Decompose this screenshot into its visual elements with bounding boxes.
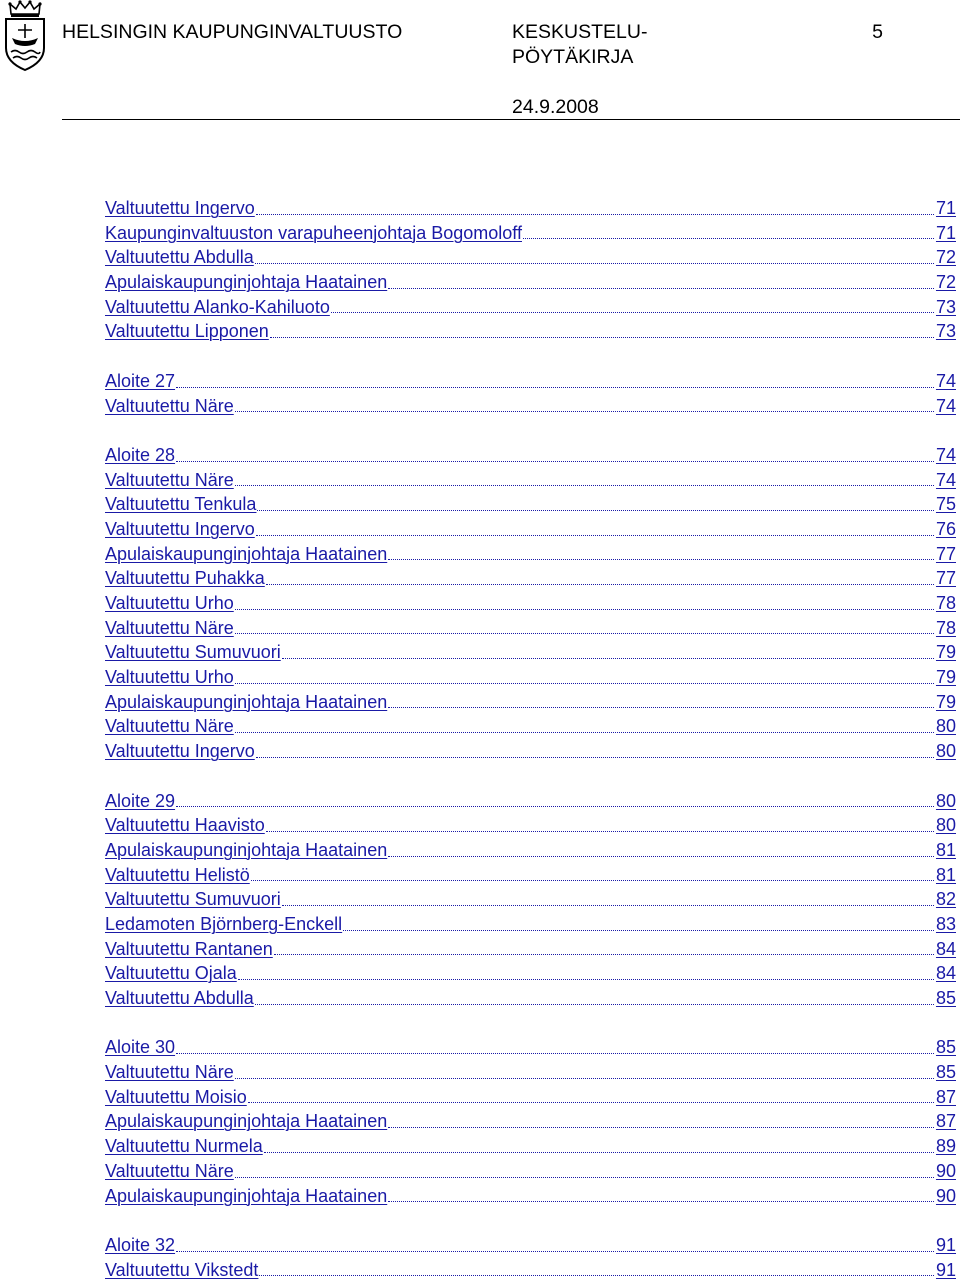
toc-dot-leader xyxy=(266,831,934,832)
toc-entry-page: 78 xyxy=(935,617,956,638)
toc-entry-label: Valtuutettu Näre xyxy=(105,617,234,638)
header-divider xyxy=(62,119,960,120)
toc-entry-page: 74 xyxy=(935,444,956,465)
toc-entry-page: 77 xyxy=(935,568,956,589)
toc-entry-label: Apulaiskaupunginjohtaja Haatainen xyxy=(105,839,388,860)
toc-dot-leader xyxy=(331,312,934,313)
toc-entry[interactable] xyxy=(105,369,956,394)
toc-entry-page: 78 xyxy=(935,593,956,613)
toc-entry-page: 87 xyxy=(935,1086,956,1107)
toc-entry[interactable] xyxy=(105,591,956,616)
toc-entry[interactable] xyxy=(105,813,956,838)
toc-entry-label: Valtuutettu Ojala xyxy=(105,963,237,984)
toc-entry-label: Valtuutettu Näre xyxy=(105,395,234,416)
toc-entry[interactable] xyxy=(105,443,956,468)
toc-entry-label: Valtuutettu Alanko-Kahiluoto xyxy=(105,296,330,317)
page-number: 5 xyxy=(872,21,883,43)
toc-entry-page: 87 xyxy=(935,1111,956,1132)
toc-entry-label: Aloite 27 xyxy=(105,370,176,391)
toc-dot-leader xyxy=(388,707,934,708)
toc-entry-label: Valtuutettu Sumuvuori xyxy=(105,642,281,663)
toc-entry[interactable] xyxy=(105,1233,956,1258)
toc-entry-page: 73 xyxy=(935,321,956,342)
toc-entry[interactable] xyxy=(105,665,956,690)
toc-entry-page: 81 xyxy=(935,864,956,885)
toc-dot-leader xyxy=(256,535,934,536)
toc-entry[interactable] xyxy=(105,1134,956,1159)
organization-name: HELSINGIN KAUPUNGINVALTUUSTO xyxy=(62,21,403,43)
toc-entry-page: 75 xyxy=(935,494,956,515)
toc-entry-page: 91 xyxy=(935,1259,956,1280)
toc-dot-leader xyxy=(235,609,934,610)
toc-entry[interactable] xyxy=(105,961,956,986)
toc-entry-page: 89 xyxy=(935,1136,956,1157)
toc-dot-leader xyxy=(251,880,934,881)
toc-entry-label: Valtuutettu Haavisto xyxy=(105,815,265,836)
toc-dot-leader xyxy=(235,411,934,412)
toc-entry-label: Apulaiskaupunginjohtaja Haatainen xyxy=(105,691,388,712)
toc-dot-leader xyxy=(388,856,934,857)
toc-entry[interactable] xyxy=(105,789,956,814)
toc-dot-leader xyxy=(388,1127,934,1128)
toc-entry[interactable] xyxy=(105,196,956,221)
toc-entry-page: 80 xyxy=(935,716,956,737)
toc-entry[interactable] xyxy=(105,319,956,344)
toc-dot-leader xyxy=(274,954,934,955)
toc-entry[interactable] xyxy=(105,690,956,715)
toc-entry[interactable] xyxy=(105,221,956,246)
toc-dot-leader xyxy=(235,732,934,733)
toc-dot-leader xyxy=(270,337,934,338)
toc-entry-page: 74 xyxy=(935,395,956,416)
toc-dot-leader xyxy=(238,979,934,980)
toc-entry[interactable] xyxy=(105,887,956,912)
toc-entry-page: 82 xyxy=(935,889,956,910)
toc-entry-page: 79 xyxy=(935,667,956,688)
toc-entry[interactable] xyxy=(105,517,956,542)
toc-dot-leader xyxy=(176,1053,934,1054)
toc-entry[interactable] xyxy=(105,245,956,270)
toc-dot-leader xyxy=(176,1251,934,1252)
toc-entry-page: 90 xyxy=(935,1185,956,1206)
toc-dot-leader xyxy=(264,1152,934,1153)
toc-entry[interactable] xyxy=(105,542,956,567)
toc-dot-leader xyxy=(388,1201,934,1202)
toc-entry-page: 80 xyxy=(935,790,956,811)
table-of-contents xyxy=(105,196,956,1282)
toc-entry-page: 72 xyxy=(935,272,956,293)
toc-entry[interactable] xyxy=(105,468,956,493)
document-type xyxy=(512,20,647,69)
toc-entry-page: 74 xyxy=(935,469,956,490)
toc-dot-leader xyxy=(235,1177,934,1178)
toc-entry-label: Kaupunginvaltuuston varapuheenjohtaja Bogomoloff xyxy=(105,222,522,243)
toc-entry-page: 81 xyxy=(935,839,956,860)
document-date: 24.9.2008 xyxy=(512,96,599,118)
toc-entry-label: Aloite 30 xyxy=(105,1037,176,1058)
toc-entry-page: 77 xyxy=(935,543,956,564)
toc-entry-label: Valtuutettu Nurmela xyxy=(105,1136,263,1157)
toc-entry-label: Aloite 32 xyxy=(105,1234,176,1255)
toc-entry-label: Apulaiskaupunginjohtaja Haatainen xyxy=(105,1111,388,1132)
toc-entry[interactable] xyxy=(105,492,956,517)
toc-dot-leader xyxy=(282,905,934,906)
toc-dot-leader xyxy=(266,584,934,585)
toc-entry-label: Valtuutettu Puhakka xyxy=(105,568,265,589)
toc-entry[interactable] xyxy=(105,394,956,419)
toc-entry[interactable] xyxy=(105,937,956,962)
toc-dot-leader xyxy=(388,559,934,560)
toc-entry-label: Valtuutettu Sumuvuori xyxy=(105,889,281,910)
toc-entry-page: 83 xyxy=(935,913,956,934)
toc-entry-page: 90 xyxy=(935,1160,956,1181)
toc-entry-label: Valtuutettu Näre xyxy=(105,716,234,737)
toc-entry-page: 74 xyxy=(935,370,956,391)
toc-dot-leader xyxy=(259,1275,934,1276)
toc-entry[interactable] xyxy=(105,1109,956,1134)
toc-entry-page: 85 xyxy=(935,1062,956,1083)
toc-dot-leader xyxy=(343,930,934,931)
toc-dot-leader xyxy=(257,510,934,511)
toc-dot-leader xyxy=(235,683,934,684)
toc-entry-label: Valtuutettu Abdulla xyxy=(105,247,254,268)
toc-dot-leader xyxy=(256,757,934,758)
toc-dot-leader xyxy=(235,1078,934,1079)
toc-entry-label: Valtuutettu Abdulla xyxy=(105,988,254,1008)
toc-entry-page: 71 xyxy=(935,222,956,243)
toc-entry-page: 79 xyxy=(935,642,956,663)
toc-entry-label: Valtuutettu Ingervo xyxy=(105,518,255,539)
document-type-line-2: PÖYTÄKIRJA xyxy=(512,46,634,68)
toc-entry[interactable] xyxy=(105,270,956,295)
toc-entry-label: Apulaiskaupunginjohtaja Haatainen xyxy=(105,1185,388,1206)
toc-entry-label: Valtuutettu Moisio xyxy=(105,1086,247,1107)
toc-entry-page: 79 xyxy=(935,691,956,712)
toc-entry-label: Valtuutettu Rantanen xyxy=(105,938,273,959)
toc-dot-leader xyxy=(388,288,934,289)
toc-entry[interactable] xyxy=(105,912,956,937)
helsinki-coat-of-arms-icon xyxy=(2,0,48,74)
toc-entry-label: Apulaiskaupunginjohtaja Haatainen xyxy=(105,272,388,293)
toc-entry-page: 80 xyxy=(935,741,956,762)
toc-entry[interactable] xyxy=(105,566,956,591)
toc-entry-label: Valtuutettu Lipponen xyxy=(105,321,269,342)
toc-entry-label: Valtuutettu Vikstedt xyxy=(105,1259,259,1280)
toc-entry-page: 73 xyxy=(935,296,956,317)
toc-dot-leader xyxy=(248,1102,934,1103)
toc-entry[interactable] xyxy=(105,714,956,739)
toc-entry-label: Ledamoten Björnberg-Enckell xyxy=(105,913,343,934)
toc-dot-leader xyxy=(235,485,934,486)
toc-entry[interactable] xyxy=(105,1035,956,1060)
toc-entry[interactable] xyxy=(105,1184,956,1209)
toc-entry-label: Valtuutettu Ingervo xyxy=(105,741,255,762)
toc-dot-leader xyxy=(176,387,934,388)
toc-entry-label: Valtuutettu Ingervo xyxy=(105,198,255,218)
toc-entry-page: 72 xyxy=(935,247,956,268)
toc-entry[interactable] xyxy=(105,640,956,665)
toc-dot-leader xyxy=(523,238,934,239)
toc-entry-page: 85 xyxy=(935,1037,956,1058)
toc-entry[interactable] xyxy=(105,838,956,863)
toc-entry[interactable] xyxy=(105,739,956,764)
toc-entry[interactable] xyxy=(105,616,956,641)
toc-entry-label: Valtuutettu Tenkula xyxy=(105,494,257,515)
toc-entry-page: 84 xyxy=(935,938,956,959)
toc-dot-leader xyxy=(282,658,934,659)
toc-dot-leader xyxy=(256,214,934,215)
toc-entry[interactable] xyxy=(105,1085,956,1110)
toc-entry-label: Apulaiskaupunginjohtaja Haatainen xyxy=(105,543,388,564)
toc-entry-label: Valtuutettu Näre xyxy=(105,469,234,490)
toc-entry[interactable] xyxy=(105,1258,956,1283)
toc-entry-label: Valtuutettu Urho xyxy=(105,593,234,613)
toc-entry-label: Valtuutettu Helistö xyxy=(105,864,250,885)
toc-dot-leader xyxy=(176,461,934,462)
toc-entry-page: 84 xyxy=(935,963,956,984)
toc-entry-label: Valtuutettu Näre xyxy=(105,1062,234,1083)
toc-entry-label: Valtuutettu Näre xyxy=(105,1160,234,1181)
toc-entry-label: Valtuutettu Urho xyxy=(105,667,234,688)
toc-entry[interactable] xyxy=(105,1159,956,1184)
toc-entry-page: 91 xyxy=(935,1234,956,1255)
toc-dot-leader xyxy=(255,1004,934,1005)
toc-entry-label: Aloite 29 xyxy=(105,790,176,811)
toc-entry-label: Aloite 28 xyxy=(105,444,176,465)
toc-entry-page: 85 xyxy=(935,988,956,1008)
toc-dot-leader xyxy=(255,263,934,264)
toc-entry[interactable] xyxy=(105,986,956,1011)
toc-entry-page: 80 xyxy=(935,815,956,836)
toc-dot-leader xyxy=(235,633,934,634)
toc-dot-leader xyxy=(176,806,934,807)
toc-entry[interactable] xyxy=(105,295,956,320)
toc-entry[interactable] xyxy=(105,863,956,888)
toc-entry-page: 76 xyxy=(935,518,956,539)
toc-entry[interactable] xyxy=(105,1060,956,1085)
document-type-line-1: KESKUSTELU- xyxy=(512,21,648,43)
toc-entry-page: 71 xyxy=(935,198,956,218)
